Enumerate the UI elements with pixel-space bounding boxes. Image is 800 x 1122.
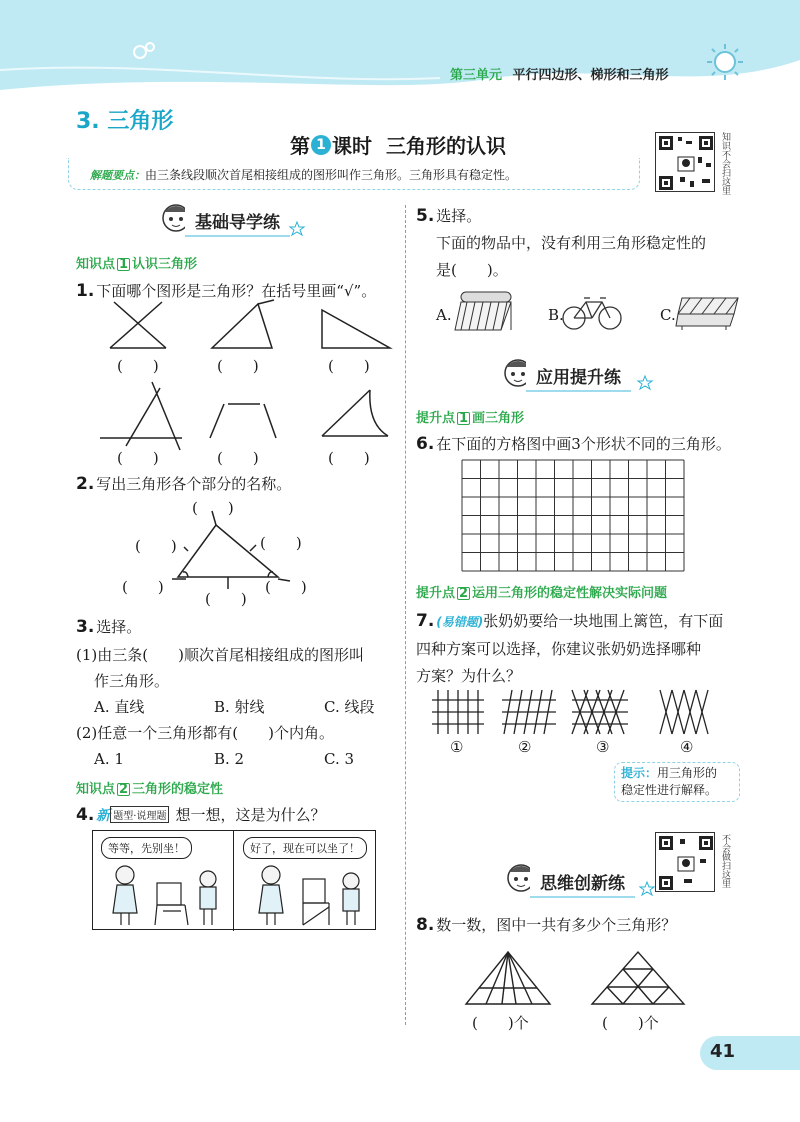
q8-text: 数一数，图中一共有多少个三角形？: [436, 916, 677, 934]
section-basic-label: 基础导学练: [185, 204, 290, 237]
page-number: 41: [710, 1041, 736, 1062]
qr-top-caption: 知识不会扫这里: [720, 132, 730, 195]
lesson-name: 三角形的认识: [386, 134, 506, 158]
q3-s1-option-c[interactable]: C. 线段: [324, 698, 375, 716]
q7-line1: 张奶奶要给一块地围上篱笆，有下面: [483, 612, 724, 630]
q4-girl-1-head: [116, 866, 134, 884]
tp2-num: 2: [458, 586, 469, 601]
q7-fence-options: [432, 688, 722, 738]
section-creative-label: 思维创新练: [530, 865, 635, 898]
q6: [416, 433, 731, 454]
q2-side-pointer-left: [184, 547, 188, 551]
star-icon-3: [640, 882, 654, 896]
q3-s2-option-c[interactable]: C. 3: [324, 750, 355, 768]
q5-option-b[interactable]: B.: [548, 306, 564, 324]
q3-sub1: [76, 642, 364, 694]
q6-number: 6.: [416, 434, 435, 454]
qr-code-top[interactable]: [655, 132, 715, 192]
section-basic: [185, 203, 290, 237]
q5-line1: 下面的物品中，没有利用三角形稳定性的: [436, 234, 707, 252]
q7-hint-box: [614, 762, 740, 802]
q4-bubble-2: 好了，现在可以坐了！: [243, 837, 367, 859]
q1: [76, 280, 376, 301]
q8-answer-1[interactable]: ( )个: [472, 1014, 529, 1032]
q7-fence-3: [572, 690, 628, 734]
tp2-label: 提升点: [416, 586, 456, 601]
q1-number: 1.: [76, 281, 95, 301]
q1-fig1-left: [110, 302, 162, 348]
q4-boy-1-head: [200, 871, 216, 887]
lesson-title: [290, 130, 506, 159]
q2-answer-side-left[interactable]: ( ): [135, 537, 177, 555]
q1-figures: [100, 300, 400, 460]
q4-girl-2-head: [262, 866, 280, 884]
q2-answer-angle-left[interactable]: ( ): [122, 578, 164, 596]
q7-label-2[interactable]: ②: [518, 738, 532, 756]
q5-text: 选择。: [436, 207, 482, 225]
q4: [76, 804, 326, 825]
q2-text: 写出三角形各个部分的名称。: [96, 475, 292, 493]
q8-figure-2: [592, 952, 684, 1004]
lesson-pre: 第: [290, 134, 310, 158]
q1-fig3-triangle: [322, 310, 390, 348]
q1-answer-1[interactable]: ( ): [117, 357, 159, 375]
sun-icon: [705, 42, 745, 82]
q7-hint-label: 提示：: [621, 766, 658, 780]
q4-comic: [92, 830, 376, 930]
q8-number: 8.: [416, 915, 435, 935]
q3-s1-line1: (1)由三条( )顺次首尾相接组成的图形叫: [76, 646, 364, 664]
column-divider: [405, 205, 406, 1025]
q3-s2-text: (2)任意一个三角形都有( )个内角。: [76, 724, 334, 742]
q5-line2: 是( )。: [436, 261, 508, 279]
q4-chair-2-brace: [303, 907, 329, 925]
q1-fig6-side: [322, 390, 370, 436]
bicycle-icon: [562, 292, 622, 332]
section-apply: [526, 358, 631, 392]
q1-answer-2[interactable]: ( ): [217, 357, 259, 375]
header-unit: 第三单元: [450, 68, 503, 83]
q2-side-pointer-right: [250, 545, 256, 551]
q7-number: 7.: [416, 611, 435, 631]
q1-fig6-curve: [370, 390, 388, 436]
qr-bottom-caption: 不会做扫这里: [720, 834, 730, 888]
q1-fig5-right: [264, 404, 276, 438]
tp2: [416, 582, 667, 601]
kp1-text: 认识三角形: [132, 257, 198, 272]
q6-grid[interactable]: [462, 460, 686, 574]
tips-line: [90, 166, 517, 183]
q3-text: 选择。: [96, 618, 142, 636]
q2-answer-base[interactable]: ( ): [205, 590, 247, 608]
tp1-num: 1: [458, 411, 469, 426]
q4-girl-1-body: [113, 885, 137, 913]
tips-label: 解题要点：: [90, 169, 145, 182]
q4-chair-2-back: [303, 879, 325, 903]
q7-tag-wrap: (易错题): [436, 615, 484, 629]
section-title: [76, 104, 173, 135]
q3-s1-option-b[interactable]: B. 射线: [214, 698, 265, 716]
qr-pattern-icon: [656, 133, 716, 193]
q7-fence-4: [660, 690, 708, 734]
q4-comic-art: [93, 861, 375, 929]
q1-answer-4[interactable]: ( ): [117, 449, 159, 467]
q1-fig2-triangle: [212, 304, 272, 348]
q4-badge-new: 新: [96, 807, 111, 824]
section-apply-label: 应用提升练: [526, 359, 631, 392]
q4-number: 4.: [76, 804, 95, 825]
tp2-text: 运用三角形的稳定性解决实际问题: [472, 586, 668, 601]
q3-s2-options: [94, 750, 394, 768]
solar-heater-icon: [455, 286, 517, 336]
q1-text: 下面哪个图形是三角形？在括号里画“√”。: [96, 282, 377, 300]
q2-answer-angle-right[interactable]: ( ): [265, 578, 307, 596]
q5-number: 5.: [416, 206, 435, 226]
q5: [416, 205, 481, 226]
q7-tag: 易错题: [441, 615, 478, 629]
q7: [416, 608, 723, 690]
q7-hint-line1: 用三角形的: [657, 766, 718, 780]
star-icon-2: [638, 376, 652, 390]
q7-fence-1: [432, 690, 484, 734]
q5-option-a[interactable]: A.: [436, 306, 452, 324]
q4-boy-2-head: [343, 873, 359, 889]
q3-s1-options: [94, 696, 394, 717]
q3: [76, 616, 141, 637]
q4-text: 想一想，这是为什么？: [175, 806, 326, 824]
q3-s2-option-b[interactable]: B. 2: [214, 750, 245, 768]
q2-number: 2.: [76, 474, 95, 494]
qr-code-bottom[interactable]: [655, 832, 715, 892]
kp2: [76, 778, 223, 797]
q8-figure-1: [466, 952, 550, 1004]
q1-answer-3[interactable]: ( ): [328, 357, 370, 375]
qr-pattern-icon-2: [656, 833, 716, 893]
section-number: 3.: [76, 109, 100, 134]
q8: [416, 914, 676, 935]
header-unit-title: 平行四边形、梯形和三角形: [512, 68, 669, 83]
lesson-post: 课时: [332, 134, 372, 158]
q2-answer-side-right[interactable]: ( ): [260, 534, 302, 552]
q1-answer-5[interactable]: ( ): [217, 449, 259, 467]
q6-text: 在下面的方格图中画3个形状不同的三角形。: [436, 435, 731, 453]
header-band: [0, 0, 800, 95]
kp1-label: 知识点: [76, 257, 116, 272]
kp2-text: 三角形的稳定性: [132, 782, 224, 797]
section-name: 三角形: [107, 109, 174, 134]
kp2-num: 2: [118, 782, 129, 797]
kp2-label: 知识点: [76, 782, 116, 797]
q7-label-3[interactable]: ③: [596, 738, 610, 756]
star-icon: [290, 222, 304, 236]
q4-badge-type: 题型·说理题: [110, 806, 169, 823]
q7-fence-2: [502, 690, 556, 734]
tips-text: 由三条线段顺次首尾相接组成的图形叫作三角形。三角形具有稳定性。: [145, 168, 518, 182]
q4-bubble-1: 等等，先别坐！: [101, 837, 192, 859]
q7-label-1[interactable]: ①: [450, 738, 464, 756]
section-creative: [530, 864, 635, 898]
q3-s2-option-a[interactable]: A. 1: [94, 750, 124, 768]
q3-s1-option-a[interactable]: A. 直线: [94, 698, 145, 716]
bridge-truss-icon: [676, 292, 742, 332]
q2-answer-vertex[interactable]: ( ): [192, 499, 234, 517]
q5-body: [436, 230, 706, 284]
q2: [76, 473, 291, 494]
tp1-label: 提升点: [416, 411, 456, 426]
q7-line3: 方案？为什么？: [416, 667, 522, 685]
q8-answer-2[interactable]: ( )个: [602, 1014, 659, 1032]
q7-hint-line2: 稳定性进行解释。: [621, 783, 718, 797]
q3-s1-line2: 作三角形。: [94, 672, 170, 690]
q1-fig5-left: [210, 404, 224, 438]
tp1-text: 画三角形: [472, 411, 525, 426]
kp1: [76, 253, 197, 272]
q8-figures: [462, 948, 692, 1008]
q7-line2: 四种方案可以选择，你建议张奶奶选择哪种: [416, 640, 702, 658]
kp1-num: 1: [118, 257, 129, 272]
tp1: [416, 407, 524, 426]
q1-fig2-ext: [258, 300, 274, 304]
q1-answer-6[interactable]: ( ): [328, 449, 370, 467]
q3-number: 3.: [76, 617, 95, 637]
q1-fig1-right: [114, 302, 166, 348]
q7-label-4[interactable]: ④: [680, 738, 694, 756]
q1-fig4-right: [152, 382, 180, 450]
header-title: [450, 64, 669, 83]
q5-option-c[interactable]: C.: [660, 306, 676, 324]
lesson-num: 1: [311, 135, 331, 155]
q4-chair-1-back: [157, 883, 181, 905]
q2-angle-left: [183, 572, 188, 577]
